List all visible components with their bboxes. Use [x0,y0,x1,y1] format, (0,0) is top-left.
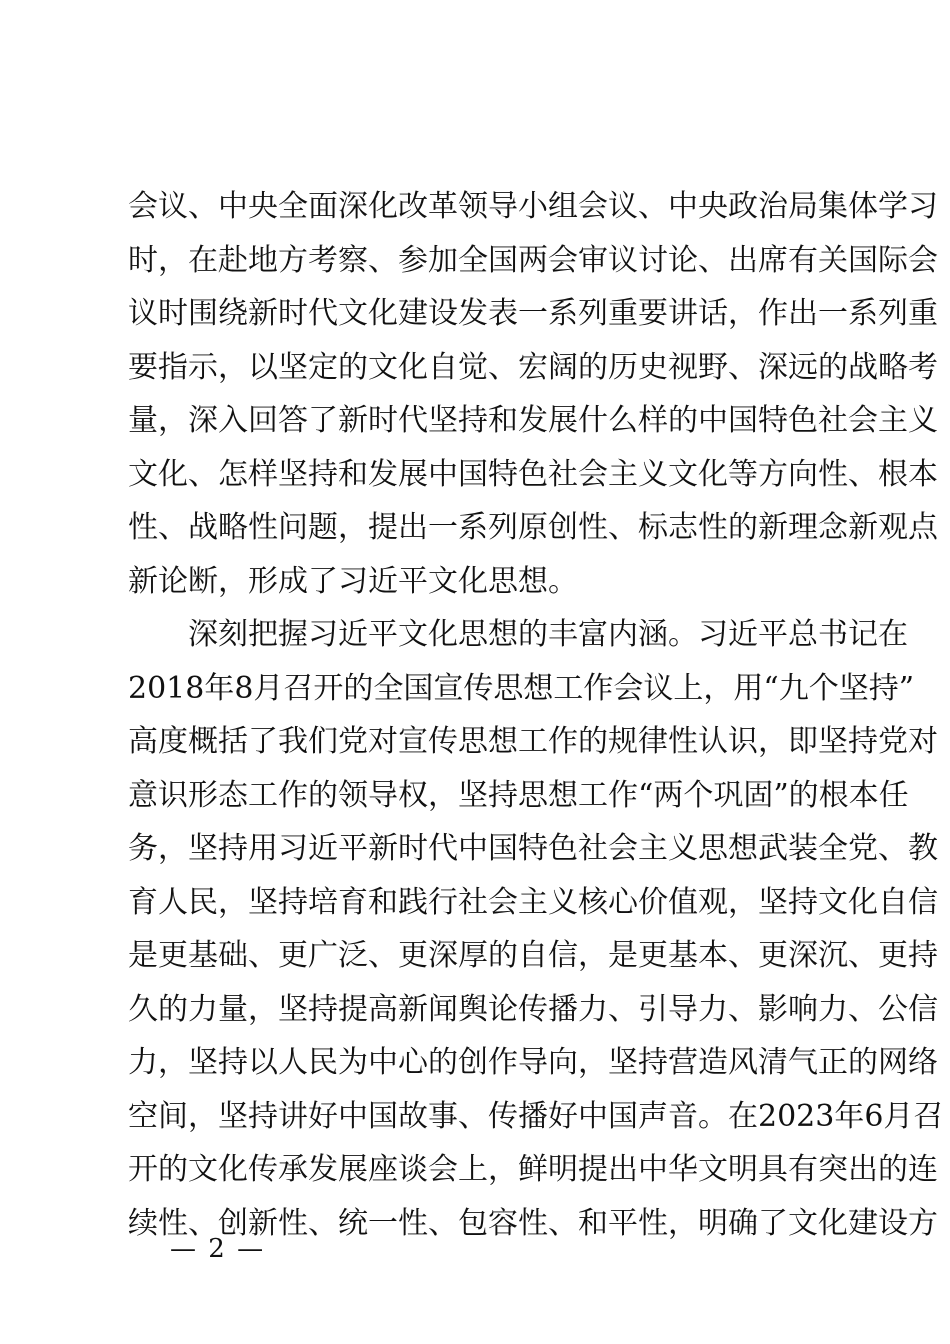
text-line: 文化、怎样坚持和发展中国特色社会主义文化等方向性、根本 [128,456,938,492]
text-line: 是更基础、更广泛、更深厚的自信，是更基本、更深沉、更持 [128,938,938,973]
paragraph-2 [128,608,944,1250]
text-line: 务，坚持用习近平新时代中国特色社会主义思想武装全党、教 [128,831,938,866]
text-line: 育人民，坚持培育和践行社会主义核心价值观，坚持文化自信 [128,884,938,920]
text-line: 力，坚持以人民为中心的创作导向，坚持营造风清气正的网络 [128,1045,938,1080]
text-line: 量，深入回答了新时代坚持和发展什么样的中国特色社会主义 [128,403,938,438]
text-line: 高度概括了我们党对宣传思想工作的规律性认识，即坚持党对 [128,724,938,759]
page-number: — 2 — [170,1234,266,1264]
text-line: 意识形态工作的领导权，坚持思想工作“两个巩固”的根本任 [128,777,909,813]
body-text [128,180,944,1250]
text-line: 时，在赴地方考察、参加全国两会审议讨论、出席有关国际会 [128,242,938,278]
text-line: 开的文化传承发展座谈会上，鲜明提出中华文明具有突出的连 [128,1152,938,1187]
paragraph-1 [128,180,938,608]
text-line: 深刻把握习近平文化思想的丰富内涵。习近平总书记在 [188,617,908,652]
text-line: 新论断，形成了习近平文化思想。 [128,563,578,599]
text-line: 续性、创新性、统一性、包容性、和平性，明确了文化建设方 [128,1205,938,1241]
text-line: 性、战略性问题，提出一系列原创性、标志性的新理念新观点 [128,510,938,545]
text-line: 2018年8月召开的全国宣传思想工作会议上，用“九个坚持” [128,670,915,706]
text-line: 议时围绕新时代文化建设发表一系列重要讲话，作出一系列重 [128,296,938,331]
text-line: 会议、中央全面深化改革领导小组会议、中央政治局集体学习 [128,189,938,224]
text-line: 久的力量，坚持提高新闻舆论传播力、引导力、影响力、公信 [128,991,938,1027]
text-line: 要指示，以坚定的文化自觉、宏阔的历史视野、深远的战略考 [128,349,938,385]
text-line: 空间，坚持讲好中国故事、传播好中国声音。在2023年6月召 [128,1098,944,1134]
